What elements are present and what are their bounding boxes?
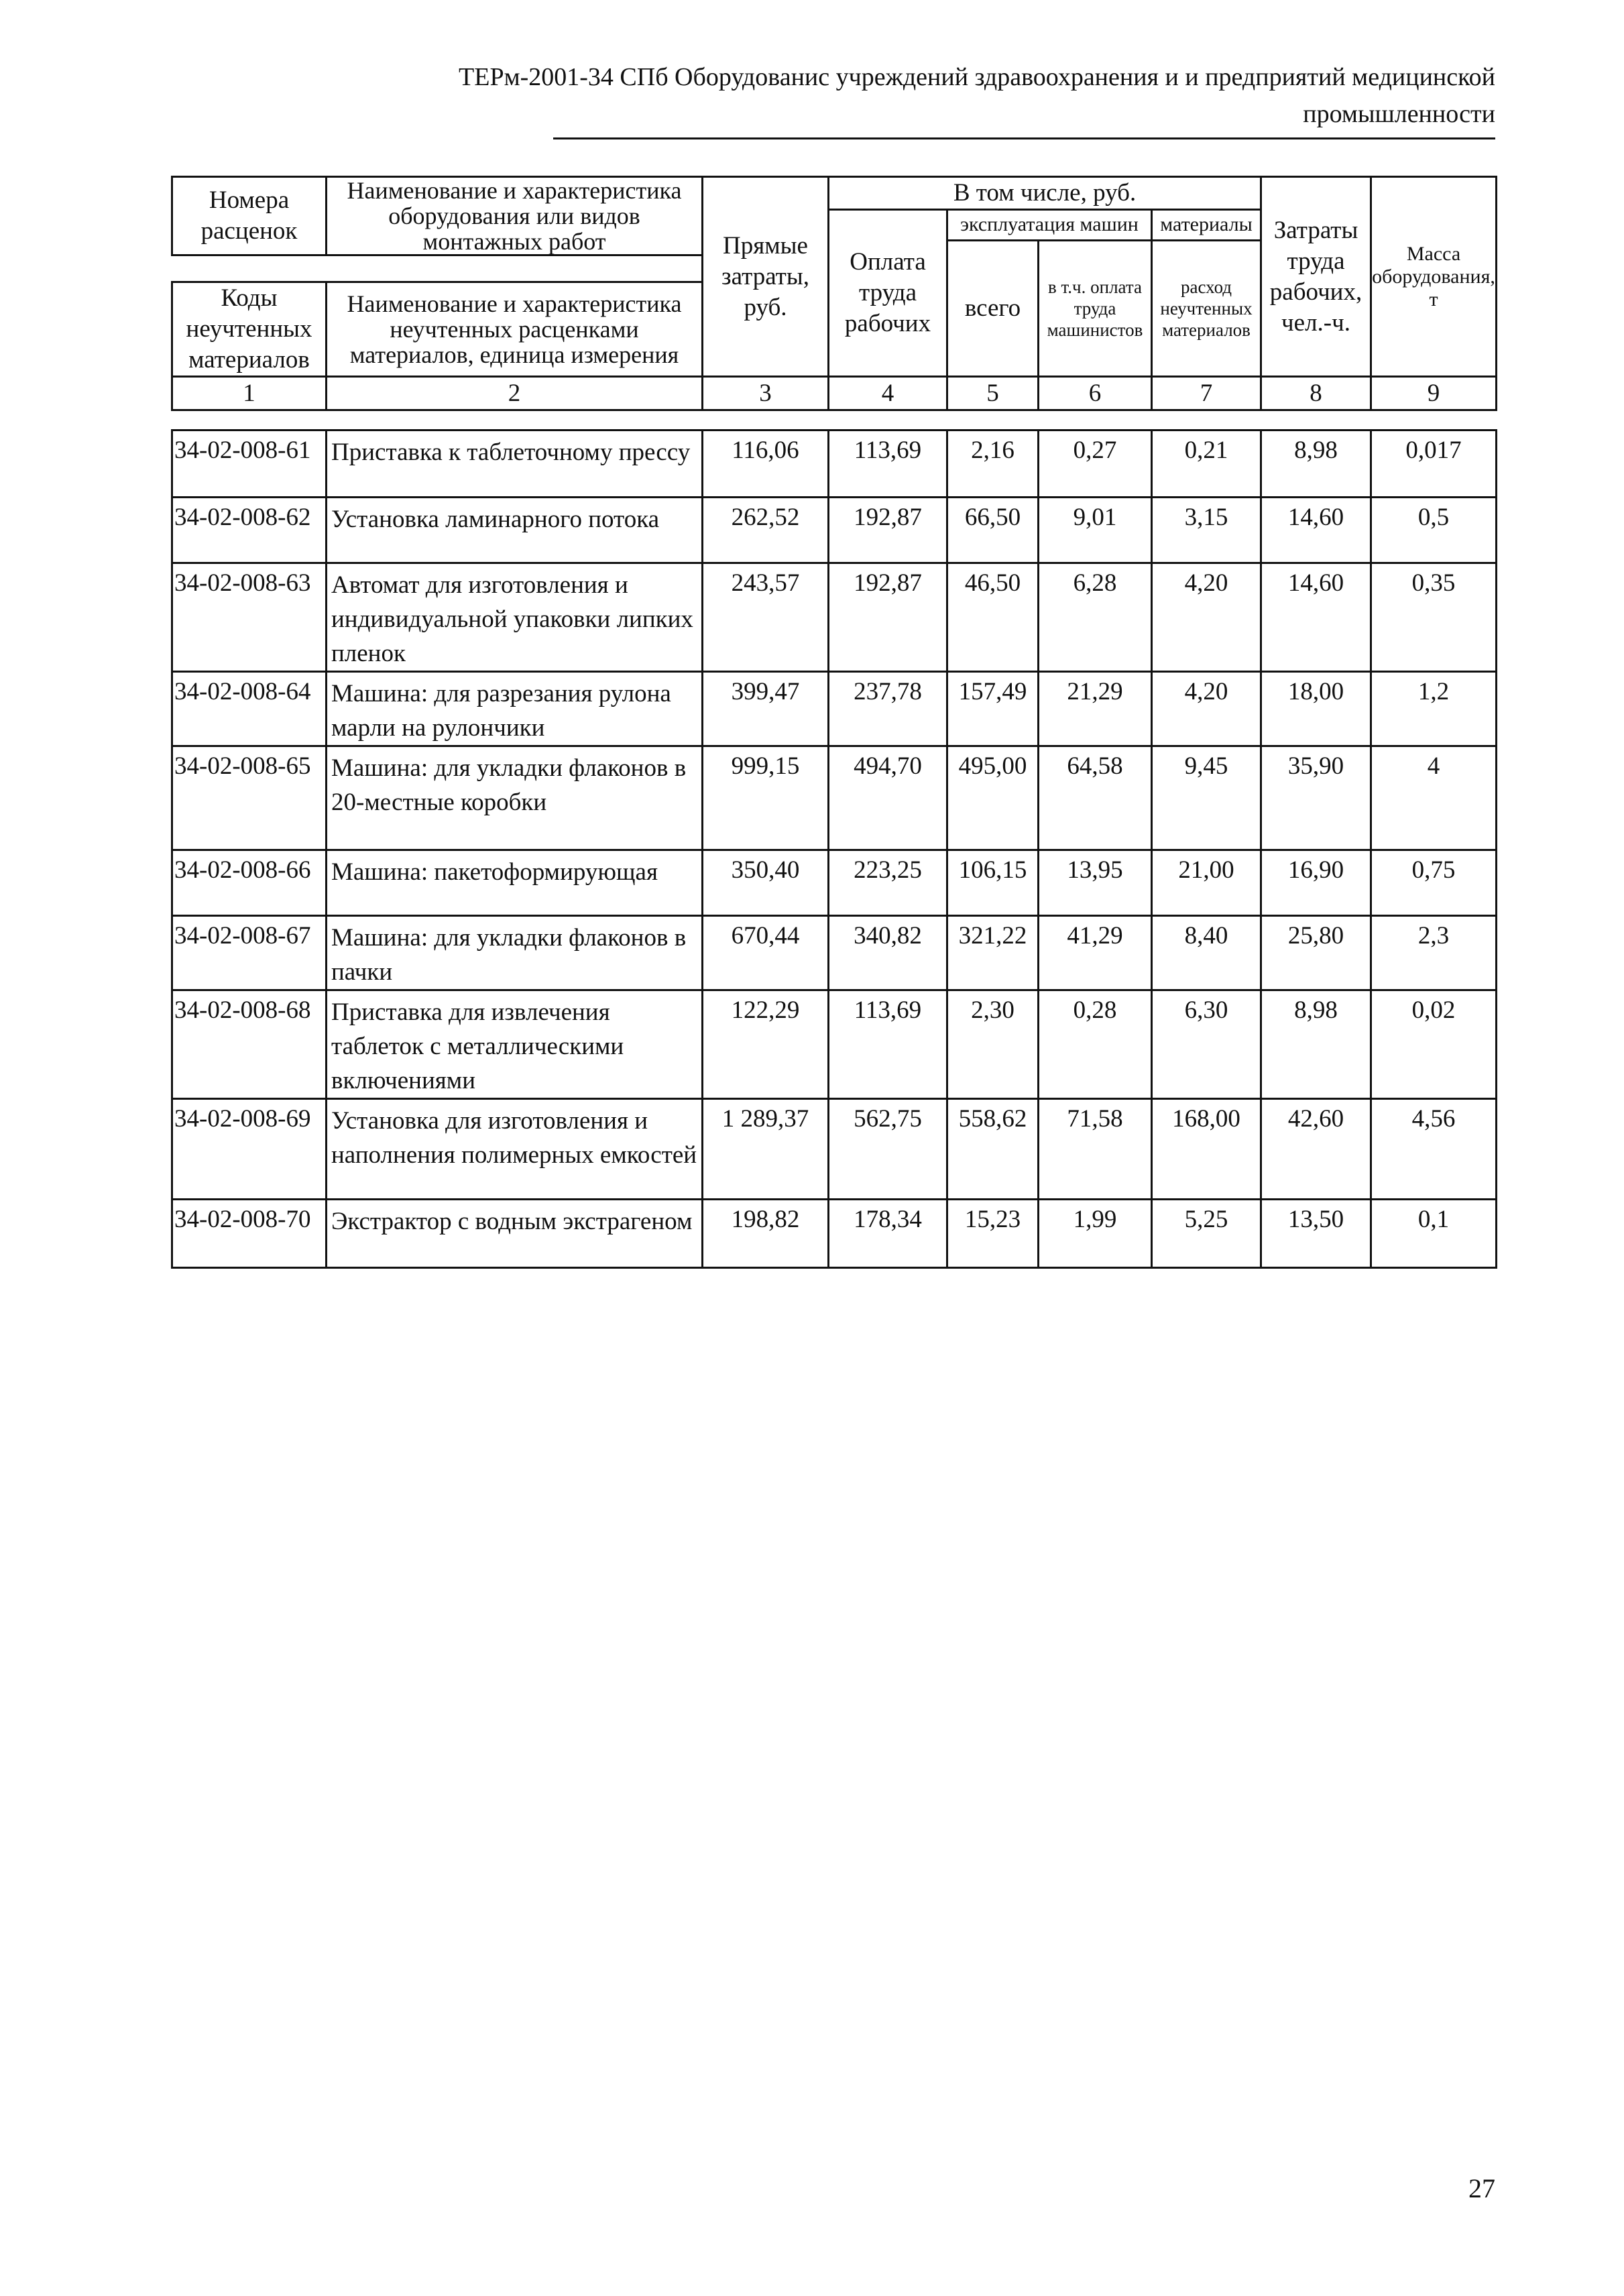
machines-total: 558,62 [947, 1099, 1039, 1200]
machinists-pay: 6,28 [1039, 563, 1152, 672]
work-name: Приставка к таблеточному прессу [327, 431, 703, 498]
equipment-mass: 0,02 [1371, 990, 1497, 1099]
rate-code: 34-02-008-66 [172, 850, 327, 916]
worker-pay: 113,69 [829, 990, 947, 1099]
work-name: Машина: для разрезания рулона марли на рулончики [327, 672, 703, 746]
direct-cost: 243,57 [703, 563, 829, 672]
materials-cost: 4,20 [1152, 672, 1261, 746]
rate-code: 34-02-008-61 [172, 431, 327, 498]
materials-cost: 21,00 [1152, 850, 1261, 916]
labor-hours: 14,60 [1261, 498, 1371, 563]
worker-pay: 494,70 [829, 746, 947, 850]
header-material-name-cell: Наименование и характеристика неучтенных расценками материалов, единица измерения [327, 282, 703, 377]
work-name: Автомат для изготовления и индивидуальной упаковки липких пленок [327, 563, 703, 672]
header-including-group: В том числе, руб. [829, 177, 1261, 210]
labor-hours: 25,80 [1261, 916, 1371, 990]
header-title-line1: ТЕРм-2001-34 СПб Оборудованис учреждений здравоохранения и и предприятий медицинской [459, 63, 1495, 91]
machines-total: 15,23 [947, 1200, 1039, 1268]
equipment-mass: 0,1 [1371, 1200, 1497, 1268]
page-number: 27 [1468, 2173, 1495, 2203]
equipment-mass: 4,56 [1371, 1099, 1497, 1200]
column-number: 9 [1371, 377, 1497, 410]
table-header [171, 176, 1497, 411]
equipment-mass: 0,017 [1371, 431, 1497, 498]
header-rates-cell: Номера расценок [172, 177, 327, 255]
materials-cost: 9,45 [1152, 746, 1261, 850]
header-title-line2: промышленности [1303, 100, 1495, 128]
materials-cost: 4,20 [1152, 563, 1261, 672]
rate-code: 34-02-008-69 [172, 1099, 327, 1200]
equipment-mass: 4 [1371, 746, 1497, 850]
header-rule [553, 137, 1495, 139]
header-direct-cost: Прямые затраты, руб. [703, 177, 829, 377]
materials-cost: 8,40 [1152, 916, 1261, 990]
machines-total: 495,00 [947, 746, 1039, 850]
machines-total: 321,22 [947, 916, 1039, 990]
equipment-mass: 0,5 [1371, 498, 1497, 563]
column-number: 2 [327, 377, 703, 410]
direct-cost: 198,82 [703, 1200, 829, 1268]
equipment-mass: 0,35 [1371, 563, 1497, 672]
worker-pay: 223,25 [829, 850, 947, 916]
machinists-pay: 71,58 [1039, 1099, 1152, 1200]
header-equipment-mass: Масса оборудования, т [1371, 177, 1497, 377]
header-unaccounted-materials: расход неучтенных материалов [1152, 240, 1261, 377]
table-row [172, 672, 1497, 746]
rate-code: 34-02-008-63 [172, 563, 327, 672]
table-row [172, 431, 1497, 498]
labor-hours: 8,98 [1261, 990, 1371, 1099]
materials-cost: 168,00 [1152, 1099, 1261, 1200]
materials-cost: 6,30 [1152, 990, 1261, 1099]
equipment-mass: 0,75 [1371, 850, 1497, 916]
rates-table [171, 429, 1497, 1269]
table-row [172, 1200, 1497, 1268]
work-name: Машина: пакетоформирующая [327, 850, 703, 916]
rate-code: 34-02-008-65 [172, 746, 327, 850]
column-number: 8 [1261, 377, 1371, 410]
rate-code: 34-02-008-62 [172, 498, 327, 563]
direct-cost: 1 289,37 [703, 1099, 829, 1200]
labor-hours: 35,90 [1261, 746, 1371, 850]
header-worker-pay: Оплата труда рабочих [829, 210, 947, 377]
direct-cost: 116,06 [703, 431, 829, 498]
rate-code: 34-02-008-64 [172, 672, 327, 746]
document-header [0, 59, 1495, 133]
work-name: Машина: для укладки флаконов в пачки [327, 916, 703, 990]
table-row [172, 850, 1497, 916]
worker-pay: 192,87 [829, 563, 947, 672]
rate-code: 34-02-008-70 [172, 1200, 327, 1268]
work-name: Машина: для укладки флаконов в 20-местные коробки [327, 746, 703, 850]
column-number: 1 [172, 377, 327, 410]
header-labor-hours: Затраты труда рабочих, чел.-ч. [1261, 177, 1371, 377]
machinists-pay: 9,01 [1039, 498, 1152, 563]
machinists-pay: 1,99 [1039, 1200, 1152, 1268]
machinists-pay: 64,58 [1039, 746, 1152, 850]
header-material-codes-cell: Коды неучтенных материалов [172, 282, 327, 377]
table-row [172, 990, 1497, 1099]
work-name: Установка для изготовления и наполнения полимерных емкостей [327, 1099, 703, 1200]
direct-cost: 670,44 [703, 916, 829, 990]
machines-total: 2,30 [947, 990, 1039, 1099]
worker-pay: 113,69 [829, 431, 947, 498]
direct-cost: 350,40 [703, 850, 829, 916]
table-row [172, 498, 1497, 563]
materials-cost: 5,25 [1152, 1200, 1261, 1268]
labor-hours: 42,60 [1261, 1099, 1371, 1200]
labor-hours: 18,00 [1261, 672, 1371, 746]
machinists-pay: 21,29 [1039, 672, 1152, 746]
column-number: 5 [947, 377, 1039, 410]
header-name-cell: Наименование и характеристика оборудования или видов монтажных работ [327, 177, 703, 255]
labor-hours: 8,98 [1261, 431, 1371, 498]
column-number: 6 [1039, 377, 1152, 410]
worker-pay: 237,78 [829, 672, 947, 746]
labor-hours: 13,50 [1261, 1200, 1371, 1268]
work-name: Экстрактор с водным экстрагеном [327, 1200, 703, 1268]
header-materials: материалы [1152, 210, 1261, 241]
worker-pay: 178,34 [829, 1200, 947, 1268]
header-machine-operation: эксплуатация машин [947, 210, 1152, 241]
worker-pay: 562,75 [829, 1099, 947, 1200]
machinists-pay: 0,27 [1039, 431, 1152, 498]
machines-total: 2,16 [947, 431, 1039, 498]
machines-total: 46,50 [947, 563, 1039, 672]
table-row [172, 1099, 1497, 1200]
work-name: Приставка для извлечения таблеток с металлическими включениями [327, 990, 703, 1099]
labor-hours: 16,90 [1261, 850, 1371, 916]
machines-total: 106,15 [947, 850, 1039, 916]
materials-cost: 3,15 [1152, 498, 1261, 563]
column-number: 7 [1152, 377, 1261, 410]
worker-pay: 192,87 [829, 498, 947, 563]
machinists-pay: 0,28 [1039, 990, 1152, 1099]
equipment-mass: 1,2 [1371, 672, 1497, 746]
direct-cost: 999,15 [703, 746, 829, 850]
header-machinists-pay: в т.ч. оплата труда машинистов [1039, 240, 1152, 377]
header-machines-total: всего [947, 240, 1039, 377]
table-row [172, 746, 1497, 850]
direct-cost: 262,52 [703, 498, 829, 563]
table-row [172, 563, 1497, 672]
equipment-mass: 2,3 [1371, 916, 1497, 990]
worker-pay: 340,82 [829, 916, 947, 990]
machinists-pay: 13,95 [1039, 850, 1152, 916]
direct-cost: 399,47 [703, 672, 829, 746]
rate-code: 34-02-008-67 [172, 916, 327, 990]
rate-code: 34-02-008-68 [172, 990, 327, 1099]
labor-hours: 14,60 [1261, 563, 1371, 672]
machinists-pay: 41,29 [1039, 916, 1152, 990]
table-row [172, 916, 1497, 990]
work-name: Установка ламинарного потока [327, 498, 703, 563]
direct-cost: 122,29 [703, 990, 829, 1099]
materials-cost: 0,21 [1152, 431, 1261, 498]
column-number: 4 [829, 377, 947, 410]
machines-total: 157,49 [947, 672, 1039, 746]
column-number: 3 [703, 377, 829, 410]
machines-total: 66,50 [947, 498, 1039, 563]
